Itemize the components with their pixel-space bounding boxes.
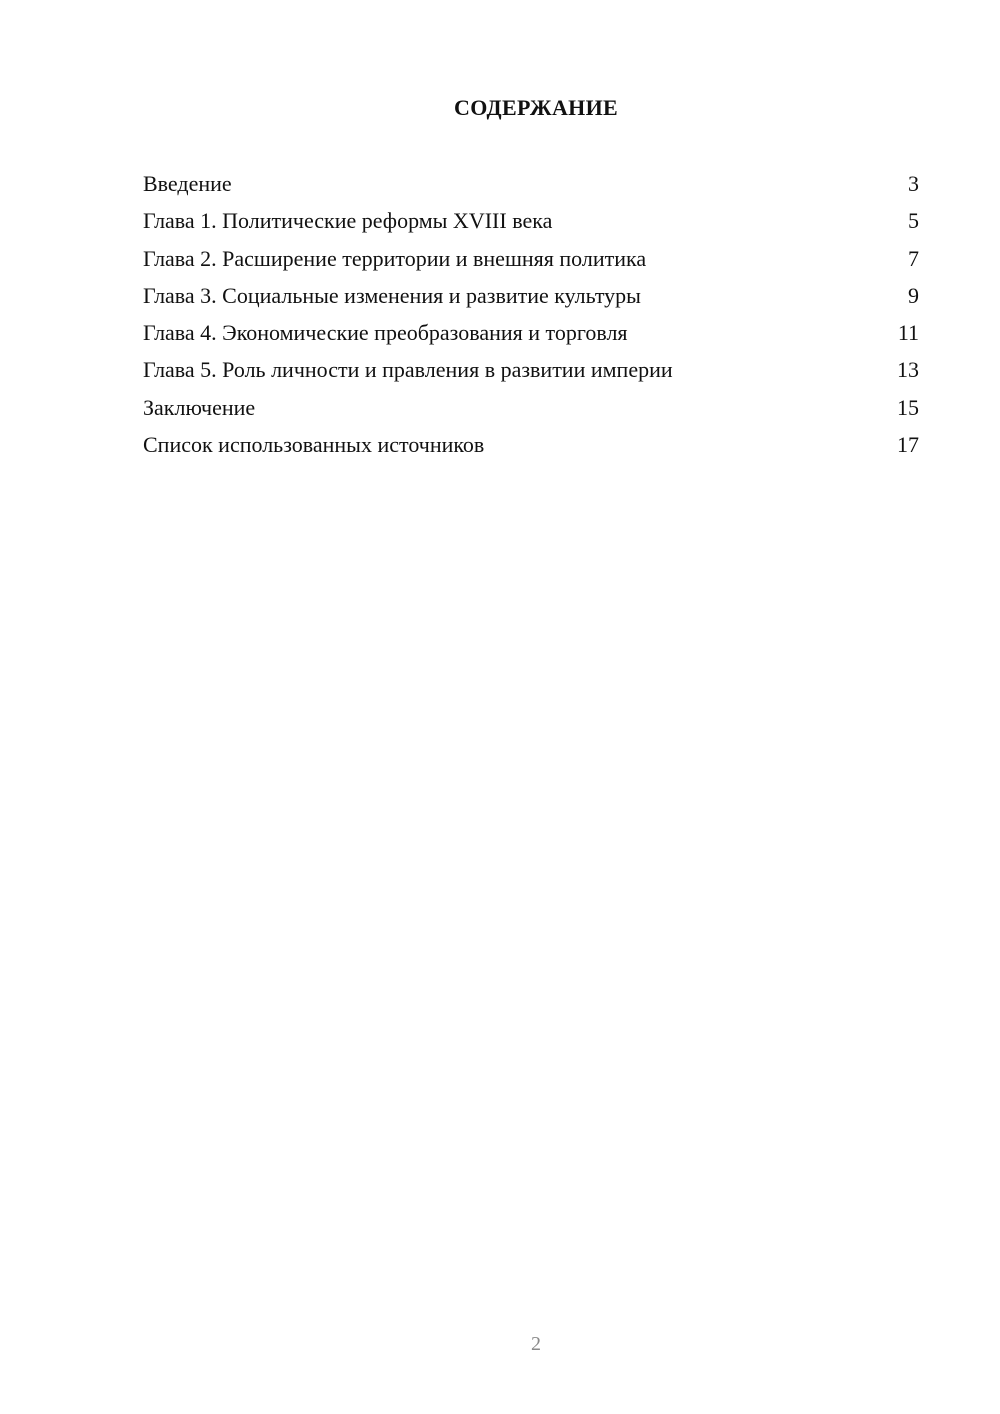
page-title: СОДЕРЖАНИЕ (454, 95, 618, 120)
toc-entry-page: 5 (908, 208, 919, 234)
toc-entry-title: Заключение (143, 394, 256, 420)
toc-entry-page: 11 (897, 320, 919, 346)
toc-entry-chapter-4 (143, 318, 919, 355)
toc-entry-title: Глава 4. Экономические преобразования и торговля (143, 320, 628, 346)
toc-entry-chapter-1 (143, 206, 919, 243)
toc-entry-references (143, 430, 919, 467)
toc-entry-title: Глава 5. Роль личности и правления в развитии империи (143, 357, 673, 383)
toc-entry-chapter-5 (143, 355, 919, 392)
toc-entry-chapter-3 (143, 281, 919, 318)
toc-entry-page: 13 (897, 357, 919, 383)
toc-entry-page: 17 (897, 432, 919, 458)
toc-entry-title: Глава 1. Политические реформы XVIII века (143, 208, 553, 234)
toc-entry-introduction (143, 169, 919, 206)
toc-entry-page: 15 (897, 394, 919, 420)
toc-entry-conclusion (143, 393, 919, 430)
toc-entry-page: 9 (908, 282, 919, 308)
toc-entry-title: Глава 3. Социальные изменения и развитие культуры (143, 282, 641, 308)
page-number: 2 (531, 1333, 541, 1355)
toc-entry-page: 7 (908, 245, 919, 271)
toc-entry-page: 3 (908, 171, 919, 196)
table-of-contents (143, 169, 919, 467)
toc-entry-chapter-2 (143, 244, 919, 281)
toc-entry-title: Введение (143, 171, 232, 196)
toc-entry-title: Список использованных источников (143, 432, 485, 458)
toc-entry-title: Глава 2. Расширение территории и внешняя политика (143, 245, 647, 271)
